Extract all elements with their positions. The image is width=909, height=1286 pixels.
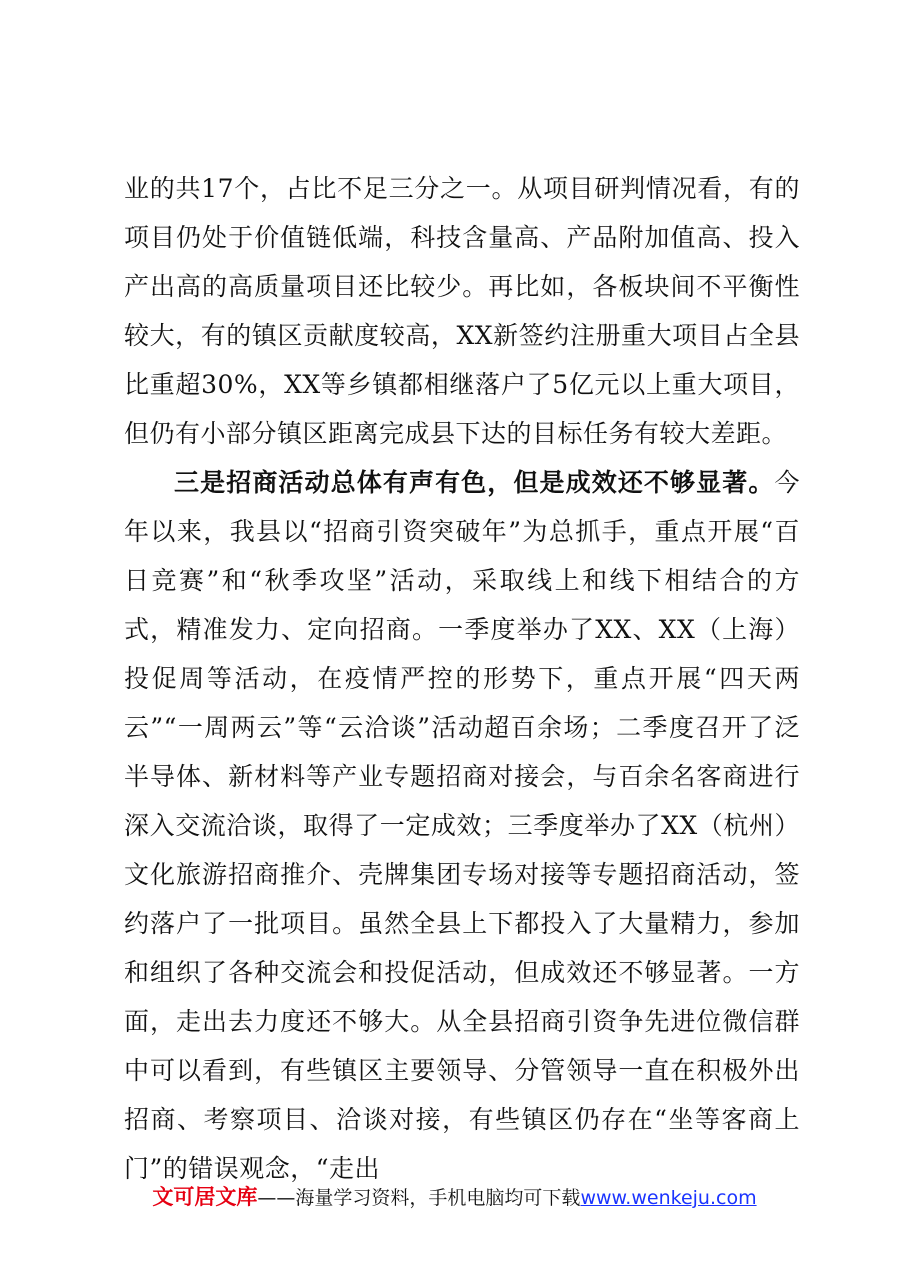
paragraph-2-text: 今年以来，我县以“招商引资突破年”为总抓手，重点开展“百日竞赛”和“秋季攻坚”活动，采取线上和线下相结合的方式，精准发力、定向招商。一季度举办了XX、XX（上海）投促周等活动，在疫情严控的形势下，重点开展“四天两云”“一周两云”等“云洽谈”活动超百余场；二季度召开了泛半导体、新材料等产业专题招商对接会，与百余名客商进行深入交流洽谈，取得了一定成效；三季度举办了XX（杭州）文化旅游招商推介、壳牌集团专场对接等专题招商活动，签约落户了一批项目。虽然全县上下都投入了大量精力，参加和组织了各种交流会和投促活动，但成效还不够显著。一方面，走出去力度还不够大。从全县招商引资争先进位微信群中可以看到，有些镇区主要领导、分管领导一直在积极外出招商、考察项目、洽谈对接，有些镇区仍存在“坐等客商上门”的错误观念，“走出	[124, 468, 800, 1183]
paragraph-2	[124, 458, 800, 1193]
footer-website-link[interactable]: www.wenkeju.com	[580, 1187, 757, 1209]
paragraph-1	[124, 164, 800, 458]
document-body	[124, 164, 800, 1193]
footer-tagline: ——海量学习资料，手机电脑均可下载	[257, 1187, 581, 1209]
footer-brand-name: 文可居文库	[152, 1185, 258, 1209]
paragraph-2-heading: 三是招商活动总体有声有色，但是成效还不够显著。	[174, 468, 775, 497]
footer-banner	[0, 1184, 909, 1211]
paragraph-1-text: 业的共17个，占比不足三分之一。从项目研判情况看，有的项目仍处于价值链低端，科技含量高、产品附加值高、投入产出高的高质量项目还比较少。再比如，各板块间不平衡性较大，有的镇区贡献度较高，XX新签约注册重大项目占全县比重超30%，XX等乡镇都相继落户了5亿元以上重大项目，但仍有小部分镇区距离完成县下达的目标任务有较大差距。	[124, 174, 800, 448]
